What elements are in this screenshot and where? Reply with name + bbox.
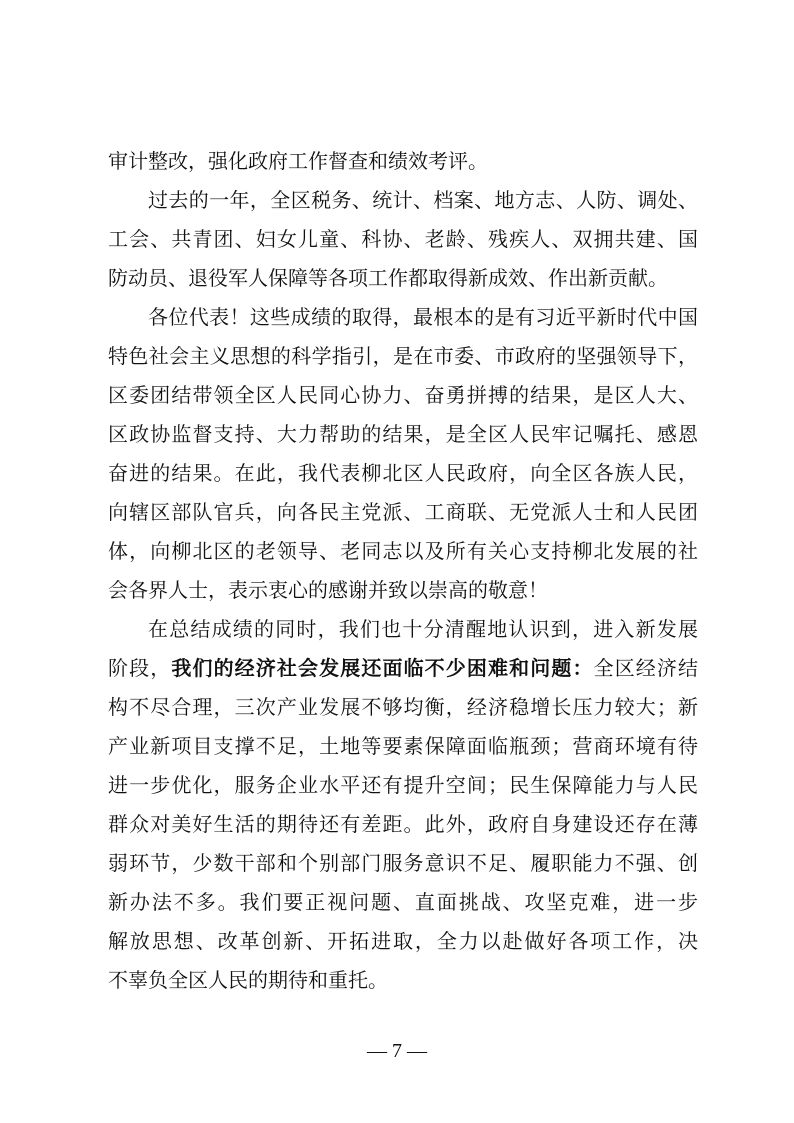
text-run: 新办法不多。我们要正视问题、直面挑战、攻坚克难，进一步 <box>108 890 698 914</box>
text-run: 特色社会主义思想的科学指引，是在市委、市政府的坚强领导下， <box>108 344 698 368</box>
text-line <box>108 883 698 922</box>
text-line <box>108 298 698 337</box>
text-line <box>108 532 698 571</box>
text-line <box>108 844 698 883</box>
text-run: 解放思想、改革创新、开拓进取，全力以赴做好各项工作，决 <box>108 929 698 953</box>
text-run: 过去的一年，全区税务、统计、档案、地方志、人防、调处、 <box>148 188 698 212</box>
text-line <box>108 454 698 493</box>
text-run: 会各界人士，表示衷心的感谢并致以崇高的敬意！ <box>108 578 548 602</box>
text-line <box>108 142 698 181</box>
text-line <box>108 415 698 454</box>
text-run: 区政协监督支持、大力帮助的结果，是全区人民牢记嘱托、感恩 <box>108 422 698 446</box>
text-run: 产业新项目支撑不足，土地等要素保障面临瓶颈；营商环境有待 <box>108 734 698 758</box>
text-line <box>108 571 698 610</box>
text-run: 各位代表！这些成绩的取得，最根本的是有习近平新时代中国 <box>148 305 698 329</box>
page-number: — 7 — <box>367 1040 427 1062</box>
text-run: 向辖区部队官兵，向各民主党派、工商联、无党派人士和人民团 <box>108 500 698 524</box>
text-run: 防动员、退役军人保障等各项工作都取得新成效、作出新贡献。 <box>108 266 668 290</box>
text-run: 奋进的结果。在此，我代表柳北区人民政府，向全区各族人民， <box>108 461 698 485</box>
text-line <box>108 922 698 961</box>
text-run: 体，向柳北区的老领导、老同志以及所有关心支持柳北发展的社 <box>108 539 698 563</box>
document-body <box>108 142 698 1000</box>
text-run: 工会、共青团、妇女儿童、科协、老龄、残疾人、双拥共建、国 <box>108 227 698 251</box>
text-line <box>108 337 698 376</box>
text-line <box>108 220 698 259</box>
text-run: 构不尽合理，三次产业发展不够均衡，经济稳增长压力较大；新 <box>108 695 698 719</box>
text-line <box>108 805 698 844</box>
text-line <box>108 766 698 805</box>
text-line <box>108 961 698 1000</box>
text-line <box>108 259 698 298</box>
text-run: 在总结成绩的同时，我们也十分清醒地认识到，进入新发展 <box>148 617 698 641</box>
text-line <box>108 376 698 415</box>
text-run: 不辜负全区人民的期待和重托。 <box>108 968 388 992</box>
text-run: 弱环节，少数干部和个别部门服务意识不足、履职能力不强、创 <box>108 851 698 875</box>
text-run: 审计整改，强化政府工作督查和绩效考评。 <box>108 149 488 173</box>
text-run: 进一步优化，服务企业水平还有提升空间；民生保障能力与人民 <box>108 773 698 797</box>
text-line <box>108 493 698 532</box>
text-run: 区委团结带领全区人民同心协力、奋勇拼搏的结果，是区人大、 <box>108 383 698 407</box>
text-line <box>108 181 698 220</box>
bold-text-run: 我们的经济社会发展还面临不少困难和问题： <box>171 656 594 680</box>
text-run: 阶段， <box>108 656 172 680</box>
text-line <box>108 610 698 649</box>
text-line <box>108 649 698 688</box>
text-line <box>108 727 698 766</box>
text-line <box>108 688 698 727</box>
text-run: 全区经济结 <box>593 656 699 680</box>
text-run: 群众对美好生活的期待还有差距。此外，政府自身建设还存在薄 <box>108 812 698 836</box>
